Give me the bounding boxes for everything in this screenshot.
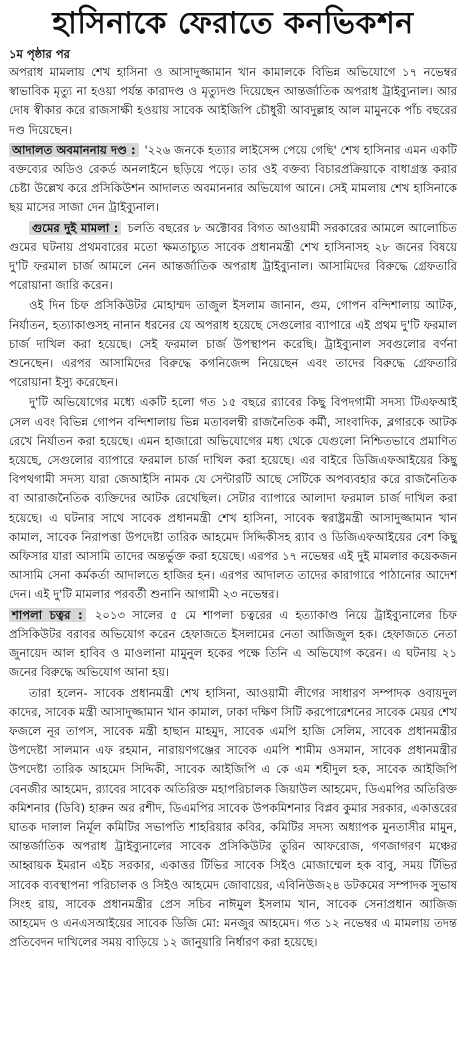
paragraph-4: ওই দিন চিফ প্রসিকিউটর মোহাম্মদ তাজুল ইসলাম জানান, গুম, গোপন বন্দিশালায় আটক, নির্যাতন, হত্যাকাণ্ডসহ নানান ধরনের যে অপরাধ হয়েছে সেগুলোর ব্যাপারে এই প্রথম দু'টি ফরমাল চার্জ দাখিল করা হয়েছে। সেই ফরমাল চার্জ উপস্থাপন করেছি। ট্রাইব্যুনাল সবগুলোর বর্ণনা শুনেছেন। এরপর আসামিদের বিরুদ্ধে কগনিজেন্স নিয়েছেন এবং তাদের বিরুদ্ধে গ্রেফতারি পরোয়ানা ইস্যু করেছেন।: [9, 298, 457, 390]
paragraph-enforced-disappearance: [9, 219, 457, 296]
headline: হাসিনাকে ফেরাতে কনভিকশন: [52, 6, 414, 41]
paragraph-7: তারা হলেন- সাবেক প্রধানমন্ত্রী শেখ হাসিনা, আওয়ামী লীগের সাধারণ সম্পাদক ওবায়দুল কাদের, সাবেক মন্ত্রী আসাদুজ্জামান খান কামাল, ঢাকা দক্ষিণ সিটি করপোরেশনের সাবেক মেয়র শেখ ফজলে নূর তাপস, সাবেক মন্ত্রী হাছান মাহমুদ, সাবেক এমপি হাজি সেলিম, সাবেক প্রধানমন্ত্রীর উপদেষ্টা সালমান এফ রহমান, নারায়ণগঞ্জের সাবেক এমপি শামীম ওসমান, সাবেক প্রধানমন্ত্রীর উপদেষ্টা তারিক আহমেদ সিদ্দিকী, সাবেক আইজিপি এ কে এম শহীদুল হক, সাবেক আইজিপি বেনজীর আহমেদ, র‌্যাবের সাবেক অতিরিক্ত মহাপরিচালক জিয়াউল আহমেদ, ডিএমপির অতিরিক্ত কমিশনার (ডিবি) হারুন অর রশীদ, ডিএমপির সাবেক উপকমিশনার বিপ্লব কুমার সরকার, একাত্তরের ঘাতক দালাল নির্মূল কমিটির সভাপতি শাহরিয়ার কবির, কমিটির সদস্য অধ্যাপক মুনতাসীর মামুন, আন্তর্জাতিক অপরাধ ট্রাইব্যুনালের সাবেক প্রসিকিউটর তুরিন আফরোজ, গণজাগরণ মঞ্চের আহ্বায়ক ইমরান এইচ সরকার, একাত্তর টিভির সাবেক সিইও মোজাম্মেল হক বাবু, সময় টিভির সাবেক ব্যবস্থাপনা পরিচালক ও সিইও আহমেদ জোবায়ের, এবিনিউজ২৪ ডটকমের সম্পাদক সুভাষ সিংহ রায়, সাবেক প্রধানমন্ত্রীর প্রেস সচিব নাঈমুল ইসলাম খান, সাবেক সেনাপ্রধান আজিজ আহমেদ ও এনএসআইয়ের সাবেক ডিজি মো: মনজুর আহমেদ। গত ১২ নভেম্বর এ মামলায় তদন্ত প্রতিবেদন দাখিলের সময় বাড়িয়ে ১২ জানুয়ারি নির্ধারণ করা হয়েছে।: [9, 685, 457, 950]
subhead-disappearance: গুমের দুই মামলা :: [29, 221, 121, 235]
paragraph-shapla-chattar: [9, 606, 457, 683]
paragraph-contempt-text: '২২৬ জনকে হত্যার লাইসেন্স পেয়ে গেছি' শেখ হাসিনার এমন একটি বক্তব্যের অডিও রেকর্ড অনলাইনে ছড়িয়ে পড়ে। তার ওই বক্তব্য বিচারপ্রক্রিয়াকে বাধাগ্রস্ত করার চেষ্টা উল্লেখ করে প্রসিকিউশন আদালত অবমাননার অভিযোগ আনে। সেই মামলায় শেখ হাসিনাকে ছয় মাসের সাজা দেন ট্রাইব্যুনাল।: [9, 142, 457, 215]
paragraph-disappearance-text: চলতি বছরের ৮ অক্টোবর বিগত আওয়ামী সরকারের আমলে আলোচিত গুমের ঘটনায় প্রথমবারের মতো ক্ষমতাচ্যুত সাবেক প্রধানমন্ত্রী শেখ হাসিনাসহ ২৮ জনের বিষয়ে দু'টি ফরমাল চার্জ আমলে নেন আন্তর্জাতিক অপরাধ ট্রাইব্যুনাল। আসামিদের বিরুদ্ধে গ্রেফতারি পরোয়ানা জারি করেন।: [9, 220, 457, 293]
paragraph-1: অপরাধ মামলায় শেখ হাসিনা ও আসাদুজ্জামান খান কামালকে বিভিন্ন অভিযোগে ১৭ নভেম্বর স্বাভাবিক মৃত্যু না হওয়া পর্যন্ত কারাদণ্ড ও মৃত্যুদণ্ড দিয়েছেন আন্তর্জাতিক অপরাধ ট্রাইব্যুনাল। আর দোষ স্বীকার করে রাজসাক্ষী হওয়ায় সাবেক আইজিপি চৌধুরী আবদুল্লাহ আল মামুনকে পাঁচ বছরের দণ্ড দিয়েছেন।: [9, 65, 457, 137]
paragraph-shapla-text: ২০১৩ সালের ৫ মে শাপলা চত্বরের এ হত্যাকাণ্ড নিয়ে ট্রাইব্যুনালের চিফ প্রসিকিউটর বরাবর অভিযোগ করেন হেফাজতে ইসলামের নেতা আজিজুল হক। হেফাজতে নেতা জুনায়েদ আল হাবিব ও মাওলানা মামুনুল হকের পক্ষে তিনি এ অভিযোগ করেন। এ ঘটনায় ২১ জনের বিরুদ্ধে অভিযোগ আনা হয়।: [9, 607, 457, 680]
subhead-shapla: শাপলা চত্বর :: [9, 608, 86, 622]
continued-from-label: ১ম পৃষ্ঠার পর: [9, 47, 70, 61]
subhead-contempt: আদালত অবমাননায় দণ্ড :: [9, 143, 139, 157]
paragraph-5: দু'টি অভিযোগের মধ্যে একটি হলো গত ১৫ বছরে র‌্যাবের কিছু বিপদগামী সদস্য টিএফআই সেল এবং বিভিন্ন গোপন বন্দিশালায় ভিন্ন মতাবলম্বী রাজনৈতিক কর্মী, সাংবাদিক, ব্লগারকে আটক রেখে নির্যাতন করা হয়েছে। এমন হাজারো অভিযোগের মধ্য থেকে যেগুলো নিশ্চিতভাবে প্রমাণিত হয়েছে, সেগুলোর ব্যাপারে ফরমাল চার্জ দাখিল করা হয়েছে। এর বাইরে ডিজিএফআইয়ের কিছু বিপথগামী সদস্য যারা জেআইসি নামক যে সেন্টারটি আছে সেটিকে অপব্যবহার করে রাজনৈতিক বা আরাজনৈতিক ব্যক্তিদের আটক রেখেছিল। সেটার ব্যাপারে আলাদা ফরমাল চার্জ দাখিল করা হয়েছে। এ ঘটনার সাথে সাবেক প্রধানমন্ত্রী শেখ হাসিনা, সাবেক স্বরাষ্ট্রমন্ত্রী আসাদুজ্জামান খান কামাল, সাবেক নিরাপত্তা উপদেষ্টা তারিক আহমেদ সিদ্দিকীসহ র‌্যাব ও ডিজিএফআইয়ের বেশ কিছু অফিসার যারা আসামি তাদের অন্তর্ভুক্ত করা হয়েছে। এরপর ১৭ নভেম্বর এই দুই মামলার কয়েকজন আসামি সেনা কর্মকর্তা আদালতে হাজির হন। এরপর আদালত তাদের কারাগারে পাঠানোর আদেশ দেন। এই দু'টি মামলার পরবর্তী শুনানি আগামী ২৩ নভেম্বর।: [9, 395, 457, 602]
paragraph-contempt: [9, 141, 457, 218]
